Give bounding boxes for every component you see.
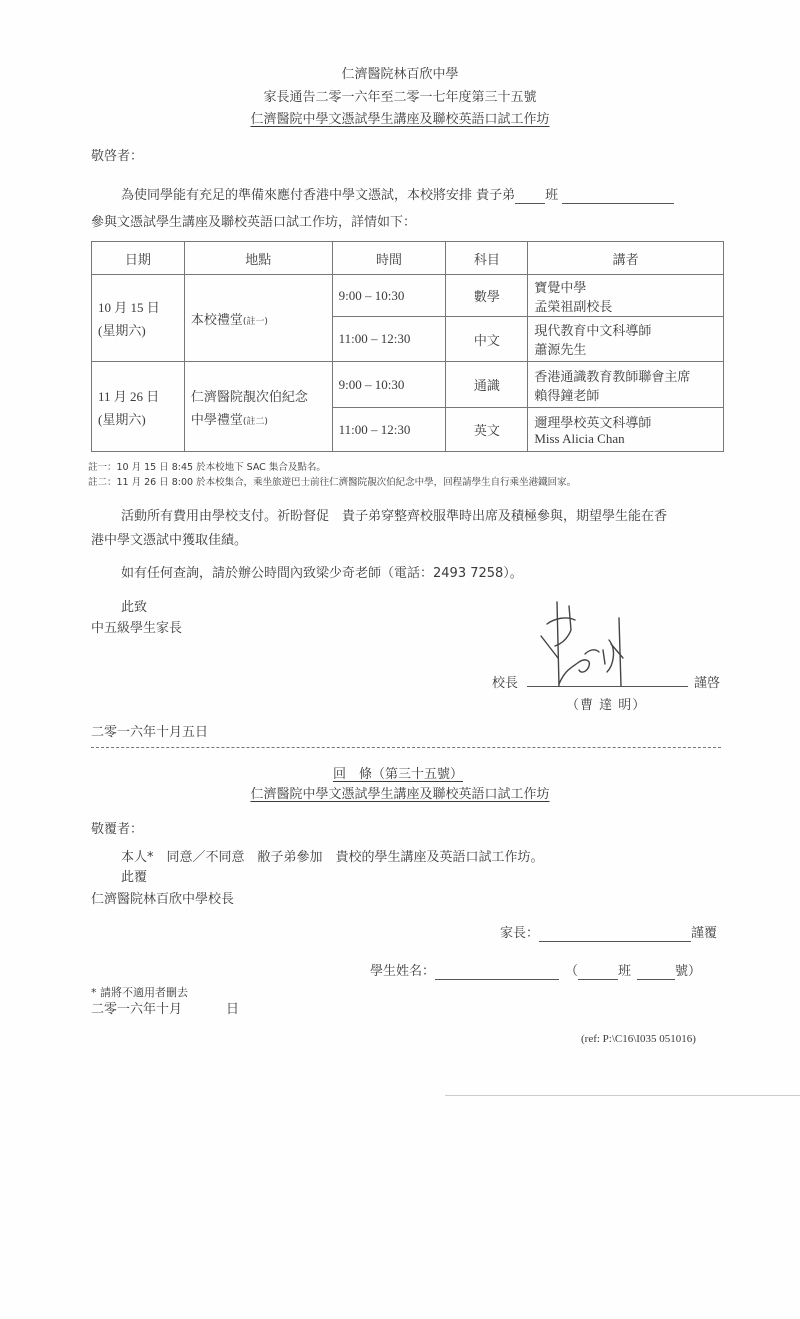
subject-cell: 中文 (446, 317, 528, 362)
reply-slip-subject: 仁濟醫院中學文憑試學生講座及聯校英語口試工作坊 (250, 787, 550, 802)
class-label: 班 (545, 188, 559, 203)
intro-paragraph-line2: 參與文憑試學生講座及聯校英語口試工作坊，詳情如下： (91, 215, 417, 230)
date-text: 10 月 15 日 (98, 300, 160, 315)
time-cell: 11:00 – 12:30 (332, 408, 446, 452)
header-venue: 地點 (184, 242, 332, 275)
recipient: 中五級學生家長 (91, 621, 183, 636)
student-name-input[interactable] (435, 964, 559, 980)
venue-text: 仁濟醫院靚次伯紀念 (190, 389, 308, 405)
number-input[interactable] (637, 964, 675, 980)
reply-recipient: 仁濟醫院林百欣中學校長 (91, 892, 235, 907)
closing: 此致 (121, 600, 148, 615)
subject-cell: 數學 (446, 275, 528, 317)
venue-text: 本校禮堂 (190, 312, 243, 328)
student-info-field[interactable] (370, 960, 701, 980)
school-name: 仁濟醫院林百欣中學 (341, 67, 459, 82)
student-name-blank (562, 188, 674, 204)
speaker-name: 蕭源先生 (534, 343, 587, 358)
note-1: 註一：10 月 15 日 8:45 於本校地下 SAC 集合及點名。 (88, 462, 326, 473)
header-speaker: 講者 (528, 242, 724, 275)
salutation: 敬啓者： (91, 149, 144, 164)
reply-date (91, 998, 239, 1017)
reply-date-suffix: 日 (226, 1002, 240, 1017)
student-name-label: 學生姓名： (370, 964, 436, 979)
speaker-name: Miss Alicia Chan (534, 431, 625, 446)
parent-label: 家長： (500, 926, 540, 941)
intro-paragraph-line1 (121, 184, 674, 204)
enquiry-paragraph: 如有任何查詢，請於辦公時間內致梁少奇老師（電話：2493 7258）。 (121, 566, 523, 581)
principal-sign-off: 謹啓 (694, 676, 721, 691)
parent-signature-blank[interactable] (539, 926, 691, 942)
speaker-cell (528, 317, 724, 362)
subject-cell: 通識 (446, 362, 528, 408)
speaker-org: 邇理學校英文科導師 (534, 416, 652, 431)
speaker-org: 香港通識教育教師聯會主席 (534, 369, 691, 385)
speaker-cell (528, 275, 724, 317)
cut-line (91, 747, 721, 748)
open-paren: （ (565, 964, 579, 979)
table-header-row (92, 242, 724, 275)
reply-statement: 本人* 同意／不同意 敝子弟參加 貴校的學生講座及英語口試工作坊。 (121, 850, 544, 865)
fees-paragraph-line1: 活動所有費用由學校支付。祈盼督促 貴子弟穿整齊校服準時出席及積極參與，期望學生能在香 (121, 509, 668, 524)
weekday-text: (星期六) (98, 323, 146, 338)
speaker-org: 現代教育中文科導師 (534, 324, 652, 339)
speaker-org: 寶覺中學 (534, 280, 587, 296)
date-cell (92, 362, 185, 452)
header-date: 日期 (92, 242, 185, 275)
principal-label: 校長 (492, 676, 519, 691)
date-cell (92, 275, 185, 362)
reply-closing: 此覆 (121, 870, 148, 885)
schedule-table (91, 241, 724, 452)
speaker-cell (528, 362, 724, 408)
venue-text-line2: 中學禮堂 (190, 412, 243, 428)
venue-note: (註一) (242, 316, 268, 327)
weekday-text: (星期六) (98, 411, 146, 427)
venue-cell (184, 275, 332, 362)
table-row (92, 362, 724, 408)
speaker-cell (528, 408, 724, 452)
speaker-name: 孟榮祖副校長 (534, 299, 613, 315)
reply-slip-title: 回 條（第三十五號） (332, 767, 463, 782)
date-text: 11 月 26 日 (98, 388, 160, 404)
venue-cell (184, 362, 332, 452)
note-2: 註二：11 月 26 日 8:00 於本校集合，乘坐旅遊巴士前往仁濟醫院靚次伯紀念中學，回程請學生自行乘坐港鐵回家。 (88, 477, 577, 488)
scan-artifact-line (445, 1095, 800, 1096)
notice-subject: 仁濟醫院中學文憑試學生講座及聯校英語口試工作坊 (250, 112, 550, 127)
header-subject: 科目 (446, 242, 528, 275)
number-label: 號） (675, 964, 702, 979)
header-time: 時間 (332, 242, 446, 275)
time-cell: 9:00 – 10:30 (332, 275, 446, 317)
principal-signature (525, 600, 675, 690)
reply-salutation: 敬覆者： (91, 822, 144, 837)
parent-signature-field[interactable] (500, 922, 717, 942)
fees-paragraph-line2: 港中學文憑試中獲取佳績。 (91, 533, 248, 548)
speaker-name: 賴得鐘老師 (534, 388, 600, 404)
class-input[interactable] (578, 964, 618, 980)
subject-cell: 英文 (446, 408, 528, 452)
reply-date-prefix: 二零一六年十月 (91, 1002, 183, 1017)
time-cell: 9:00 – 10:30 (332, 362, 446, 408)
letter-date: 二零一六年十月五日 (91, 725, 209, 740)
venue-note: (註二) (242, 416, 268, 427)
intro-text: 為使同學能有充足的準備來應付香港中學文憑試，本校將安排 貴子弟 (121, 188, 516, 203)
time-cell: 11:00 – 12:30 (332, 317, 446, 362)
footnote: * 請將不適用者刪去 (91, 986, 188, 999)
table-row (92, 275, 724, 317)
parent-sign-off: 謹覆 (691, 926, 718, 941)
principal-name: （曹 達 明） (566, 698, 647, 713)
class-blank (515, 188, 545, 204)
reference-code: (ref: P:\C16\I035 051016) (581, 1033, 696, 1045)
notice-number: 家長通告二零一六年至二零一七年度第三十五號 (263, 90, 537, 105)
class-label: 班 (618, 964, 632, 979)
